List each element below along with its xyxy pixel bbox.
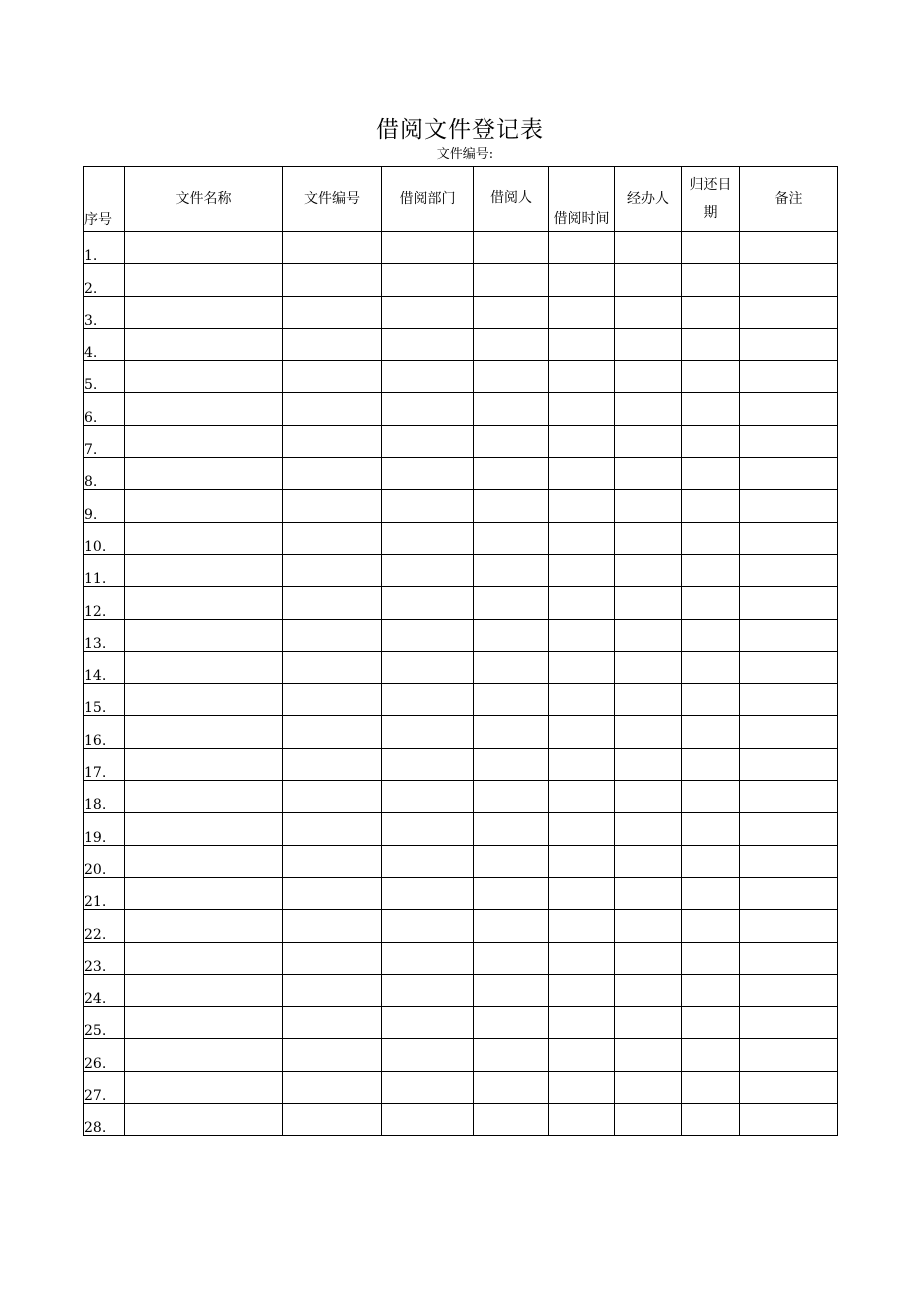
cell-return-date[interactable] (682, 587, 740, 619)
row-seq: 16. (84, 716, 125, 748)
cell-return-date[interactable] (682, 554, 740, 586)
cell-file-name[interactable] (125, 974, 283, 1006)
cell-borrower[interactable] (474, 619, 549, 651)
cell-borrower[interactable] (474, 328, 549, 360)
row-seq: 7. (84, 425, 125, 457)
cell-borrow-time[interactable] (549, 458, 615, 490)
cell-file-name[interactable] (125, 1007, 283, 1039)
cell-borrow-time[interactable] (549, 522, 615, 554)
cell-file-name[interactable] (125, 748, 283, 780)
cell-borrower[interactable] (474, 748, 549, 780)
table-row (84, 393, 838, 425)
cell-borrow-time[interactable] (549, 716, 615, 748)
cell-return-date[interactable] (682, 296, 740, 328)
cell-handler[interactable] (615, 232, 682, 264)
cell-file-no[interactable] (283, 845, 382, 877)
cell-remark[interactable] (740, 554, 838, 586)
cell-return-date[interactable] (682, 361, 740, 393)
cell-borrow-time[interactable] (549, 393, 615, 425)
cell-borrower[interactable] (474, 425, 549, 457)
row-seq: 28. (84, 1104, 125, 1136)
cell-dept[interactable] (382, 458, 474, 490)
header-remark: 备注 (740, 167, 838, 232)
cell-handler[interactable] (615, 813, 682, 845)
header-return-date-line1: 归还日 (689, 177, 732, 193)
cell-handler[interactable] (615, 877, 682, 909)
cell-borrower[interactable] (474, 522, 549, 554)
cell-dept[interactable] (382, 1071, 474, 1103)
cell-return-date[interactable] (682, 748, 740, 780)
cell-remark[interactable] (740, 1071, 838, 1103)
cell-remark[interactable] (740, 1007, 838, 1039)
cell-dept[interactable] (382, 651, 474, 683)
cell-file-no[interactable] (283, 425, 382, 457)
cell-borrow-time[interactable] (549, 425, 615, 457)
cell-file-name[interactable] (125, 684, 283, 716)
cell-file-name[interactable] (125, 1071, 283, 1103)
cell-file-name[interactable] (125, 296, 283, 328)
cell-file-name[interactable] (125, 1104, 283, 1136)
cell-borrow-time[interactable] (549, 651, 615, 683)
table-row (84, 425, 838, 457)
cell-file-no[interactable] (283, 974, 382, 1006)
cell-borrower[interactable] (474, 781, 549, 813)
cell-borrower[interactable] (474, 1039, 549, 1071)
cell-handler[interactable] (615, 554, 682, 586)
table-row (84, 974, 838, 1006)
page-title: 借阅文件登记表 (376, 117, 544, 143)
cell-borrow-time[interactable] (549, 877, 615, 909)
cell-file-name[interactable] (125, 264, 283, 296)
cell-file-name[interactable] (125, 877, 283, 909)
cell-borrow-time[interactable] (549, 619, 615, 651)
cell-handler[interactable] (615, 490, 682, 522)
cell-dept[interactable] (382, 232, 474, 264)
cell-remark[interactable] (740, 651, 838, 683)
cell-file-name[interactable] (125, 458, 283, 490)
cell-borrow-time[interactable] (549, 264, 615, 296)
cell-handler[interactable] (615, 651, 682, 683)
table-row (84, 748, 838, 780)
cell-remark[interactable] (740, 328, 838, 360)
cell-dept[interactable] (382, 1104, 474, 1136)
cell-file-no[interactable] (283, 1104, 382, 1136)
header-return-date-line2: 期 (703, 205, 718, 221)
cell-borrow-time[interactable] (549, 328, 615, 360)
cell-remark[interactable] (740, 619, 838, 651)
row-seq: 22. (84, 910, 125, 942)
row-seq: 27. (84, 1071, 125, 1103)
cell-dept[interactable] (382, 974, 474, 1006)
cell-remark[interactable] (740, 522, 838, 554)
cell-return-date[interactable] (682, 490, 740, 522)
cell-return-date[interactable] (682, 974, 740, 1006)
cell-handler[interactable] (615, 296, 682, 328)
cell-dept[interactable] (382, 264, 474, 296)
header-borrow-time: 借阅时间 (549, 167, 615, 232)
row-seq: 5. (84, 361, 125, 393)
cell-handler[interactable] (615, 716, 682, 748)
cell-dept[interactable] (382, 845, 474, 877)
header-file-name: 文件名称 (125, 167, 283, 232)
row-seq: 3. (84, 296, 125, 328)
cell-borrower[interactable] (474, 361, 549, 393)
cell-borrower[interactable] (474, 942, 549, 974)
cell-borrow-time[interactable] (549, 781, 615, 813)
cell-remark[interactable] (740, 813, 838, 845)
row-seq: 19. (84, 813, 125, 845)
cell-file-no[interactable] (283, 619, 382, 651)
cell-handler[interactable] (615, 845, 682, 877)
cell-dept[interactable] (382, 684, 474, 716)
cell-file-name[interactable] (125, 490, 283, 522)
cell-remark[interactable] (740, 490, 838, 522)
cell-file-no[interactable] (283, 587, 382, 619)
cell-remark[interactable] (740, 361, 838, 393)
row-seq: 15. (84, 684, 125, 716)
cell-file-name[interactable] (125, 942, 283, 974)
cell-borrow-time[interactable] (549, 748, 615, 780)
row-seq: 2. (84, 264, 125, 296)
cell-dept[interactable] (382, 393, 474, 425)
cell-remark[interactable] (740, 232, 838, 264)
row-seq: 12. (84, 587, 125, 619)
cell-dept[interactable] (382, 813, 474, 845)
table-row (84, 651, 838, 683)
cell-file-name[interactable] (125, 1039, 283, 1071)
cell-borrower[interactable] (474, 232, 549, 264)
cell-return-date[interactable] (682, 684, 740, 716)
cell-return-date[interactable] (682, 1039, 740, 1071)
cell-file-name[interactable] (125, 813, 283, 845)
table-row (84, 684, 838, 716)
cell-remark[interactable] (740, 1104, 838, 1136)
row-seq: 24. (84, 974, 125, 1006)
cell-file-name[interactable] (125, 619, 283, 651)
cell-borrow-time[interactable] (549, 361, 615, 393)
cell-borrower[interactable] (474, 296, 549, 328)
table-row (84, 1104, 838, 1136)
cell-handler[interactable] (615, 425, 682, 457)
cell-file-name[interactable] (125, 554, 283, 586)
cell-remark[interactable] (740, 910, 838, 942)
table-row (84, 522, 838, 554)
cell-borrow-time[interactable] (549, 490, 615, 522)
cell-borrow-time[interactable] (549, 554, 615, 586)
cell-file-name[interactable] (125, 522, 283, 554)
table-row (84, 942, 838, 974)
row-seq: 4. (84, 328, 125, 360)
cell-borrow-time[interactable] (549, 845, 615, 877)
table-row (84, 1039, 838, 1071)
cell-file-no[interactable] (283, 684, 382, 716)
cell-borrower[interactable] (474, 684, 549, 716)
cell-file-name[interactable] (125, 781, 283, 813)
row-seq: 8. (84, 458, 125, 490)
cell-return-date[interactable] (682, 877, 740, 909)
cell-remark[interactable] (740, 393, 838, 425)
cell-file-no[interactable] (283, 877, 382, 909)
row-seq: 11. (84, 554, 125, 586)
table-row (84, 716, 838, 748)
cell-file-name[interactable] (125, 425, 283, 457)
cell-remark[interactable] (740, 264, 838, 296)
cell-remark[interactable] (740, 716, 838, 748)
cell-borrower[interactable] (474, 1071, 549, 1103)
cell-borrower[interactable] (474, 458, 549, 490)
header-file-no: 文件编号 (283, 167, 382, 232)
cell-return-date[interactable] (682, 1007, 740, 1039)
cell-file-name[interactable] (125, 361, 283, 393)
cell-file-name[interactable] (125, 845, 283, 877)
cell-file-no[interactable] (283, 910, 382, 942)
cell-dept[interactable] (382, 877, 474, 909)
cell-borrower[interactable] (474, 877, 549, 909)
cell-file-no[interactable] (283, 813, 382, 845)
cell-handler[interactable] (615, 1071, 682, 1103)
cell-borrower[interactable] (474, 1007, 549, 1039)
cell-file-no[interactable] (283, 942, 382, 974)
cell-handler[interactable] (615, 264, 682, 296)
cell-remark[interactable] (740, 458, 838, 490)
cell-file-no[interactable] (283, 328, 382, 360)
cell-borrower[interactable] (474, 716, 549, 748)
cell-return-date[interactable] (682, 328, 740, 360)
cell-borrow-time[interactable] (549, 296, 615, 328)
cell-handler[interactable] (615, 458, 682, 490)
cell-file-no[interactable] (283, 781, 382, 813)
cell-remark[interactable] (740, 877, 838, 909)
cell-remark[interactable] (740, 748, 838, 780)
cell-borrower[interactable] (474, 845, 549, 877)
file-number-label: 文件编号: (436, 147, 494, 162)
header-dept: 借阅部门 (382, 167, 474, 232)
row-seq: 17. (84, 748, 125, 780)
header-handler: 经办人 (615, 167, 682, 232)
cell-file-no[interactable] (283, 716, 382, 748)
cell-dept[interactable] (382, 554, 474, 586)
table-row (84, 232, 838, 264)
table-row (84, 1071, 838, 1103)
cell-file-no[interactable] (283, 1071, 382, 1103)
table-row (84, 490, 838, 522)
cell-borrower[interactable] (474, 264, 549, 296)
table-row (84, 554, 838, 586)
cell-remark[interactable] (740, 587, 838, 619)
cell-file-no[interactable] (283, 296, 382, 328)
cell-borrower[interactable] (474, 651, 549, 683)
cell-file-no[interactable] (283, 1007, 382, 1039)
cell-return-date[interactable] (682, 522, 740, 554)
cell-borrow-time[interactable] (549, 1071, 615, 1103)
cell-borrower[interactable] (474, 587, 549, 619)
cell-handler[interactable] (615, 942, 682, 974)
cell-dept[interactable] (382, 587, 474, 619)
cell-handler[interactable] (615, 619, 682, 651)
header-seq: 序号 (84, 167, 125, 232)
cell-remark[interactable] (740, 684, 838, 716)
table-row (84, 328, 838, 360)
row-seq: 10. (84, 522, 125, 554)
table-row (84, 1007, 838, 1039)
cell-return-date[interactable] (682, 845, 740, 877)
row-seq: 20. (84, 845, 125, 877)
cell-borrower[interactable] (474, 1104, 549, 1136)
cell-file-name[interactable] (125, 232, 283, 264)
cell-dept[interactable] (382, 748, 474, 780)
cell-dept[interactable] (382, 1007, 474, 1039)
cell-file-name[interactable] (125, 651, 283, 683)
cell-return-date[interactable] (682, 232, 740, 264)
cell-borrow-time[interactable] (549, 942, 615, 974)
cell-file-name[interactable] (125, 393, 283, 425)
table-row (84, 361, 838, 393)
cell-dept[interactable] (382, 942, 474, 974)
cell-dept[interactable] (382, 522, 474, 554)
table-row (84, 619, 838, 651)
cell-borrower[interactable] (474, 974, 549, 1006)
cell-handler[interactable] (615, 328, 682, 360)
cell-handler[interactable] (615, 1104, 682, 1136)
cell-return-date[interactable] (682, 942, 740, 974)
cell-remark[interactable] (740, 296, 838, 328)
header-borrower: 借阅人 (474, 167, 549, 232)
table-row (84, 845, 838, 877)
cell-dept[interactable] (382, 296, 474, 328)
cell-borrow-time[interactable] (549, 1104, 615, 1136)
cell-file-no[interactable] (283, 748, 382, 780)
cell-handler[interactable] (615, 974, 682, 1006)
cell-remark[interactable] (740, 942, 838, 974)
cell-borrower[interactable] (474, 490, 549, 522)
cell-handler[interactable] (615, 361, 682, 393)
cell-file-name[interactable] (125, 910, 283, 942)
table-row (84, 264, 838, 296)
cell-borrower[interactable] (474, 554, 549, 586)
cell-handler[interactable] (615, 1039, 682, 1071)
cell-handler[interactable] (615, 684, 682, 716)
cell-return-date[interactable] (682, 813, 740, 845)
cell-dept[interactable] (382, 1039, 474, 1071)
cell-borrow-time[interactable] (549, 1007, 615, 1039)
cell-borrow-time[interactable] (549, 974, 615, 1006)
cell-handler[interactable] (615, 393, 682, 425)
cell-dept[interactable] (382, 425, 474, 457)
row-seq: 9. (84, 490, 125, 522)
row-seq: 1. (84, 232, 125, 264)
cell-handler[interactable] (615, 910, 682, 942)
cell-return-date[interactable] (682, 910, 740, 942)
cell-return-date[interactable] (682, 716, 740, 748)
cell-borrower[interactable] (474, 813, 549, 845)
table-row (84, 458, 838, 490)
header-return-date (682, 167, 740, 232)
row-seq: 25. (84, 1007, 125, 1039)
cell-file-no[interactable] (283, 232, 382, 264)
cell-file-name[interactable] (125, 587, 283, 619)
cell-dept[interactable] (382, 781, 474, 813)
cell-return-date[interactable] (682, 651, 740, 683)
cell-return-date[interactable] (682, 1104, 740, 1136)
cell-handler[interactable] (615, 522, 682, 554)
cell-return-date[interactable] (682, 1071, 740, 1103)
row-seq: 14. (84, 651, 125, 683)
cell-file-no[interactable] (283, 522, 382, 554)
cell-file-no[interactable] (283, 554, 382, 586)
cell-dept[interactable] (382, 490, 474, 522)
cell-file-no[interactable] (283, 490, 382, 522)
cell-borrow-time[interactable] (549, 813, 615, 845)
cell-return-date[interactable] (682, 393, 740, 425)
table-row (84, 296, 838, 328)
cell-return-date[interactable] (682, 264, 740, 296)
cell-remark[interactable] (740, 425, 838, 457)
cell-remark[interactable] (740, 781, 838, 813)
cell-dept[interactable] (382, 361, 474, 393)
cell-remark[interactable] (740, 1039, 838, 1071)
cell-borrow-time[interactable] (549, 1039, 615, 1071)
table-row (84, 781, 838, 813)
row-seq: 26. (84, 1039, 125, 1071)
cell-file-no[interactable] (283, 264, 382, 296)
cell-file-no[interactable] (283, 393, 382, 425)
cell-file-no[interactable] (283, 458, 382, 490)
table-row (84, 587, 838, 619)
cell-file-name[interactable] (125, 328, 283, 360)
cell-file-no[interactable] (283, 1039, 382, 1071)
cell-return-date[interactable] (682, 781, 740, 813)
cell-handler[interactable] (615, 748, 682, 780)
row-seq: 23. (84, 942, 125, 974)
cell-dept[interactable] (382, 619, 474, 651)
cell-file-no[interactable] (283, 651, 382, 683)
cell-borrow-time[interactable] (549, 232, 615, 264)
cell-dept[interactable] (382, 716, 474, 748)
table-row (84, 813, 838, 845)
cell-handler[interactable] (615, 587, 682, 619)
cell-handler[interactable] (615, 1007, 682, 1039)
cell-remark[interactable] (740, 974, 838, 1006)
cell-borrow-time[interactable] (549, 587, 615, 619)
cell-file-no[interactable] (283, 361, 382, 393)
cell-dept[interactable] (382, 328, 474, 360)
cell-return-date[interactable] (682, 458, 740, 490)
cell-borrow-time[interactable] (549, 910, 615, 942)
register-table (83, 166, 838, 1136)
cell-return-date[interactable] (682, 619, 740, 651)
table-row (84, 877, 838, 909)
header-row (84, 167, 838, 232)
cell-borrow-time[interactable] (549, 684, 615, 716)
cell-return-date[interactable] (682, 425, 740, 457)
row-seq: 18. (84, 781, 125, 813)
table-row (84, 910, 838, 942)
cell-dept[interactable] (382, 910, 474, 942)
cell-borrower[interactable] (474, 910, 549, 942)
cell-remark[interactable] (740, 845, 838, 877)
cell-handler[interactable] (615, 781, 682, 813)
cell-file-name[interactable] (125, 716, 283, 748)
cell-borrower[interactable] (474, 393, 549, 425)
row-seq: 21. (84, 877, 125, 909)
row-seq: 13. (84, 619, 125, 651)
row-seq: 6. (84, 393, 125, 425)
